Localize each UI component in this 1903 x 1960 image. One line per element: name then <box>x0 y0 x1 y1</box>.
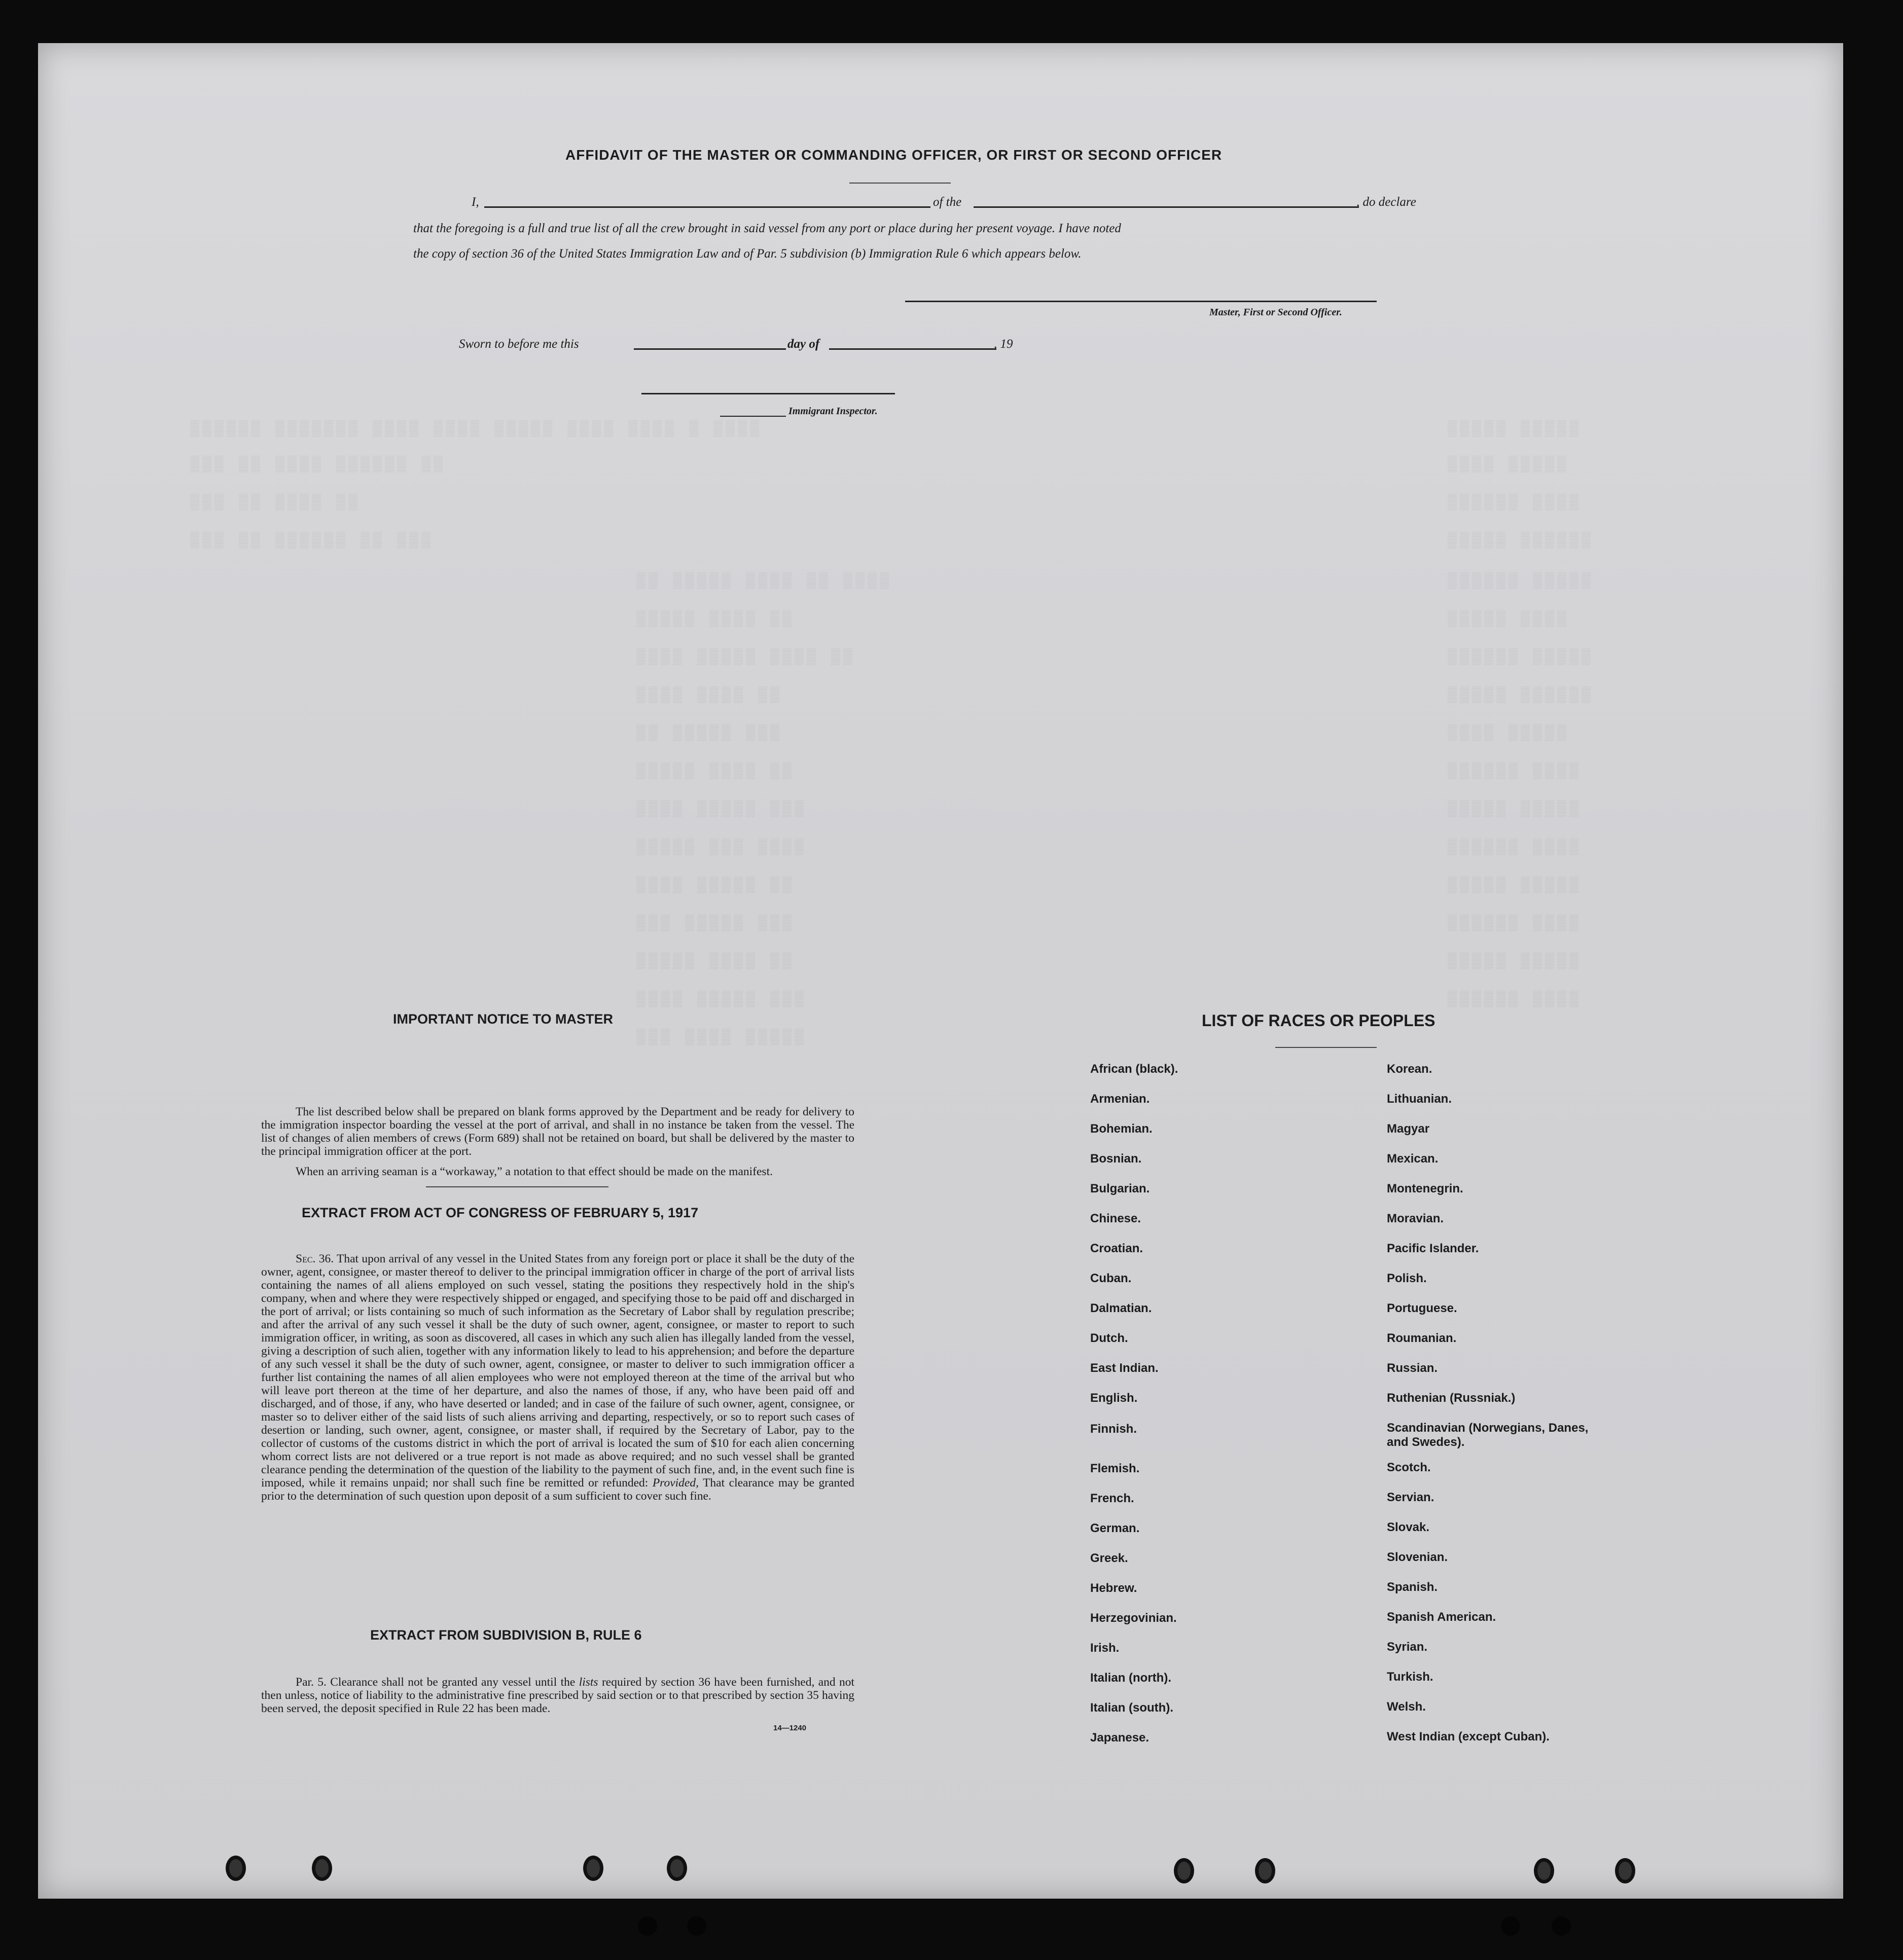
race-item: Moravian. <box>1387 1212 1444 1225</box>
lists-term: lists <box>579 1676 598 1689</box>
binder-hole <box>667 1856 687 1881</box>
rule-extract-title: EXTRACT FROM SUBDIVISION B, RULE 6 <box>370 1627 642 1643</box>
race-item: Spanish. <box>1387 1580 1438 1594</box>
race-item: Dalmatian. <box>1090 1301 1152 1315</box>
document-page: ▒▒▒▒▒▒ ▒▒▒▒▒▒▒ ▒▒▒▒ ▒▒▒▒ ▒▒▒▒▒ ▒▒▒▒ ▒▒▒▒ ▒ ▒▒▒▒ ▒▒▒▒▒ ▒▒▒▒▒ ▒▒▒ ▒▒ ▒▒▒▒ ▒▒▒▒▒▒ ▒▒ ▒▒▒▒ ▒▒▒▒▒ ▒▒▒ ▒▒ ▒▒▒▒ ▒▒ ▒▒▒▒▒▒ ▒▒▒▒ ▒▒▒ ▒▒ ▒▒▒▒▒▒ ▒▒ ▒▒▒ ▒▒▒▒▒ ▒▒▒▒▒▒ ▒▒ ▒▒▒▒▒ ▒▒▒▒ ▒▒ ▒▒▒▒ ▒▒▒▒▒▒ ▒▒▒▒▒ ▒▒▒▒▒ ▒▒▒▒ ▒▒ ▒▒▒▒▒ ▒▒▒▒ ▒▒▒▒ ▒▒▒▒▒ ▒▒▒▒ ▒▒ ▒▒▒▒▒▒ ▒▒▒▒▒ ▒▒▒▒ ▒▒▒▒ ▒▒ ▒▒▒▒▒ ▒▒▒▒▒▒ ▒▒ ▒▒▒▒▒ ▒▒▒ ▒▒▒▒ ▒▒▒▒▒ ▒▒▒▒▒ ▒▒▒▒ ▒▒ ▒▒▒▒▒▒ ▒▒▒▒ ▒▒▒▒ ▒▒▒▒▒ ▒▒▒ ▒▒▒▒▒ ▒▒▒▒▒ ▒▒▒▒▒ ▒▒▒ ▒▒▒▒ ▒▒▒▒▒▒ ▒▒▒▒ ▒▒▒▒ ▒▒▒▒▒ ▒▒ ▒▒▒▒▒ ▒▒▒▒▒ ▒▒▒ ▒▒▒▒▒ ▒▒▒ ▒▒▒▒▒▒ ▒▒▒▒ ▒▒▒▒▒ ▒▒▒▒ ▒▒ ▒▒▒▒▒ ▒▒▒▒▒ ▒▒▒▒ ▒▒▒▒▒ ▒▒▒ ▒▒▒▒▒▒ ▒▒▒▒ ▒▒▒ ▒▒▒▒ ▒▒▒▒▒ AFFIDAVIT OF THE MASTER OR COMMANDING OFFICER, OR FIRST OR SECOND OFFICER I, of the , do declare that the foregoing is a full and true list of all the crew brought in said vessel from any port or place during her present voyage. I have noted the copy of section 36 of the United States Immigration Law and of Par. 5 subdivision (b) Immigration Rule 6 which appears below. Master, First or Second Officer. Sworn to before me this day of , 19 Immigrant Inspector. IMPORTANT NOTICE TO MASTER The list described below shall be prepared on blank forms approved by the Department and be ready for delivery to the immigration inspector boarding the vessel at the port of arrival, and shall in no instance be taken from the vessel. The list of changes of alien members of crews (Form 689) shall not be retained on board, but shall be delivered by the master to the principal immigration officer at the port. When an arriving seaman is a “workaway,” a notation to that effect should be made on the manifest. EXTRACT FROM ACT OF CONGRESS OF FEBRUARY 5, 1917 Sec. 36. That upon arrival of any vessel in the United States from any foreign port or place it shall be the duty of the owner, agent, consignee, or master thereof to deliver to the principal immigration officer in charge of the port of arrival lists containing the names of all aliens employed on such vessel, stating the positions they respectively hold in the ship's company, when and where they were respectively shipped or engaged, and specifying those to be paid off and discharged in the port of arrival; or lists containing so much of such information as the Secretary of Labor shall by regulation prescribe; and after the arrival of any such vessel it shall be the duty of such owner, agent, consignee, or master to report to such immigration officer, in writing, as soon as discovered, all cases in which any such alien has illegally landed from the vessel, giving a description of such alien, together with any information likely to lead to his apprehension; and before the departure of any such vessel it shall be the duty of such owner, agent, consignee, or master to deliver to such immigration officer a further list containing the names of all alien employees who were not employed thereon at the time of the arrival but who will leave port thereon at the time of her departure, and also the names of those, if any, who have been paid off and discharged, and of those, if any, who have deserted or landed; and in case of the failure of such owner, agent, consignee, or master so to deliver either of the said lists of such aliens arriving and departing, respectively, or so to report such cases of desertion or landing, such owner, agent, consignee, or master shall, if required by the Secretary of Labor, pay to the collector of customs of the customs district in which the port of arrival is located the sum of $10 for each alien concerning whom correct lists are not delivered or a true report is not made as above required; and no such vessel shall be granted clearance pending the determination of the question of the liability to the payment of such fine, and, in the event such fine is imposed, while it remains unpaid; nor shall such fine be remitted or refunded: Provided, That clearance may be granted prior to the determination of such question upon deposit of a sum sufficient to cover such fine. EXTRACT FROM SUBDIVISION B, RULE 6 Par. 5. Clearance shall not be granted any vessel until the lists required by section 36 have been furnished, and not then unless, notice of liability to the administrative fine prescribed by said section or to that prescribed by section 35 having been served, the deposit specified in Rule 22 has been made. 14—1240 LIST OF RACES OR PEOPLES African (black). Armenian. Bohemian. Bosnian. Bulgarian. Chinese. Croatian. Cuban. Dalmatian. Dutch. East Indian. English. Finnish. Flemish. French. German. Greek. Hebrew. Herzegovinian. Irish. Italian (north). Italian (south). Japanese. Korean. Lithuanian. Magyar Mexican. Montenegrin. Moravian. Pacific Islander. Polish. Portuguese. Roumanian. Russian. Ruthenian (Russniak.) Scandinavian (Norwegians, Danes, and Swedes). Scotch. Servian. Slovak. Slovenian. Spanish. Spanish American. Syrian. Turkish. Welsh. West Indian (except Cuban). <box>38 43 1843 1899</box>
binder-hole <box>1534 1858 1554 1883</box>
section-label: Sec. 36. <box>296 1252 334 1265</box>
vessel-name-blank[interactable] <box>974 206 1359 208</box>
inspector-signature-blank[interactable] <box>641 393 895 394</box>
affidavit-statement-line2: that the foregoing is a full and true list of all the crew brought in said vessel from any port or place during her present voyage. I have noted <box>413 222 1121 235</box>
race-item: Croatian. <box>1090 1242 1143 1255</box>
race-item: Mexican. <box>1387 1152 1439 1166</box>
sworn-year-label: , 19 <box>994 337 1013 351</box>
race-item: Welsh. <box>1387 1700 1426 1714</box>
act-extract-title: EXTRACT FROM ACT OF CONGRESS OF FEBRUARY 5, 1917 <box>302 1205 699 1220</box>
sworn-day-of-label: day of <box>787 337 820 351</box>
race-item: Finnish. <box>1090 1422 1137 1436</box>
race-item: West Indian (except Cuban). <box>1387 1730 1550 1744</box>
punch-hole <box>687 1916 706 1936</box>
race-item: Roumanian. <box>1387 1331 1457 1345</box>
affidavit-title: AFFIDAVIT OF THE MASTER OR COMMANDING OFFICER, OR FIRST OR SECOND OFFICER <box>565 147 1223 163</box>
notice-body <box>261 1105 854 1185</box>
race-item: Italian (north). <box>1090 1671 1171 1685</box>
race-item: Servian. <box>1387 1491 1434 1504</box>
punch-hole <box>638 1916 657 1936</box>
rule-extract-body <box>261 1676 854 1722</box>
notice-divider <box>426 1186 608 1187</box>
race-item: Korean. <box>1387 1062 1432 1076</box>
sworn-day-blank[interactable] <box>634 348 786 350</box>
race-item: Pacific Islander. <box>1387 1242 1479 1255</box>
affidavit-of-the-label: of the <box>933 195 962 209</box>
affidavit-declare-label: , do declare <box>1356 195 1416 209</box>
race-item: English. <box>1090 1391 1138 1405</box>
race-item: Hebrew. <box>1090 1581 1137 1595</box>
race-item: Italian (south). <box>1090 1701 1173 1715</box>
binder-hole <box>226 1856 246 1881</box>
binder-hole <box>1174 1858 1194 1883</box>
races-left-column <box>1090 1062 1178 1761</box>
race-item: Irish. <box>1090 1641 1120 1655</box>
punch-hole <box>1552 1916 1571 1936</box>
sworn-month-blank[interactable] <box>829 348 996 350</box>
notice-title: IMPORTANT NOTICE TO MASTER <box>393 1011 613 1027</box>
race-item: Russian. <box>1387 1361 1438 1375</box>
race-item: Armenian. <box>1090 1092 1150 1106</box>
race-item: Greek. <box>1090 1551 1128 1565</box>
notice-paragraph-2: When an arriving seaman is a “workaway,” a notation to that effect should be made on the manifest. <box>296 1165 773 1178</box>
act-extract-body <box>261 1252 854 1510</box>
race-item: Montenegrin. <box>1387 1182 1463 1195</box>
race-item: Slovak. <box>1387 1520 1430 1534</box>
binder-hole <box>1255 1858 1275 1883</box>
race-item: Bohemian. <box>1090 1122 1153 1136</box>
section-text-part-2: That clearance may be granted prior to the determination of such question upon deposit of a sum sufficient to cover such fine. <box>261 1476 855 1503</box>
rule-extract-paragraph <box>261 1676 854 1715</box>
race-item: African (black). <box>1090 1062 1178 1076</box>
race-item: Slovenian. <box>1387 1550 1448 1564</box>
binder-hole <box>1615 1858 1635 1883</box>
provided-term: Provided, <box>652 1476 699 1490</box>
race-item: Polish. <box>1387 1272 1427 1285</box>
races-divider <box>1275 1047 1377 1048</box>
race-item: Spanish American. <box>1387 1610 1496 1624</box>
race-item: Flemish. <box>1090 1462 1140 1475</box>
race-item: German. <box>1090 1521 1140 1535</box>
race-item: Ruthenian (Russniak.) <box>1387 1391 1516 1405</box>
name-blank[interactable] <box>484 206 930 208</box>
notice-paragraph-1: The list described below shall be prepared on blank forms approved by the Department and be ready for delivery to the immigration inspector boarding the vessel at the port of arrival, and shall in no instance be taken from the vessel. The list of changes of alien members of crews (Form 689) shall not be retained on board, but shall be delivered by the master to the principal immigration officer at the port. <box>261 1105 854 1158</box>
race-item: Portuguese. <box>1387 1301 1457 1315</box>
act-extract-paragraph <box>261 1252 854 1503</box>
binder-hole <box>583 1856 603 1881</box>
affidavit-i-label: I, <box>472 195 479 209</box>
sworn-label: Sworn to before me this <box>459 337 579 351</box>
master-signature-blank[interactable] <box>905 301 1377 302</box>
form-number: 14—1240 <box>773 1724 807 1732</box>
race-item: Bosnian. <box>1090 1152 1142 1166</box>
race-item: Herzegovinian. <box>1090 1611 1177 1625</box>
punch-hole <box>1501 1916 1520 1936</box>
inspector-caption: Immigrant Inspector. <box>788 406 878 417</box>
race-item: Magyar <box>1387 1122 1430 1136</box>
affidavit-statement-line3: the copy of section 36 of the United States Immigration Law and of Par. 5 subdivision (b) Immigration Rule 6 which appears below. <box>413 247 1082 261</box>
rule-text-part-2: required by section 36 have been furnished, and not then unless, notice of liability to the administrative fine prescribed by said section or to that prescribed by section 35 having been served, the deposit specified in Rule 22 has been made. <box>261 1676 855 1715</box>
race-item: Scandinavian (Norwegians, Danes, and Swedes). <box>1387 1421 1589 1449</box>
race-item: Lithuanian. <box>1387 1092 1452 1106</box>
inspector-caption-rule <box>720 416 786 417</box>
race-item: Turkish. <box>1387 1670 1433 1684</box>
race-item: Cuban. <box>1090 1272 1132 1285</box>
section-text-part-1: That upon arrival of any vessel in the United States from any foreign port or place it shall be the duty of the owner, agent, consignee, or master thereof to deliver to the principal immigration officer in charge of the port of arrival lists containing the names of all aliens employed on such vessel, stating the positions they respectively hold in the ship's company, when and where they were respectively shipped or engaged, and specifying those to be paid off and discharged in the port of arrival; or lists containing so much of such information as the Secretary of Labor shall by regulation prescribe; and after the arrival of any such vessel it shall be the duty of such owner, agent, consignee, or master to report to such immigration officer, in writing, as soon as discovered, all cases in which any such alien has illegally landed from the vessel, giving a description of such alien, together with any information likely to lead to his apprehension; and before the departure of any such vessel it shall be the duty of such owner, agent, consignee, or master to deliver to such immigration officer a further list containing the names of all alien employees who were not employed thereon at the time of the arrival but who will leave port thereon at the time of her departure, and also the names of those, if any, who have been paid off and discharged, and of those, if any, who have deserted or landed; and in case of the failure of such owner, agent, consignee, or master so to deliver either of the said lists of such aliens arriving and departing, respectively, or so to report such cases of desertion or landing, such owner, agent, consignee, or master shall, if required by the Secretary of Labor, pay to the collector of customs of the customs district in which the port of arrival is located the sum of $10 for each alien concerning whom correct lists are not delivered or a true report is not made as above required; and no such vessel shall be granted clearance pending the determination of the question of the liability to the payment of such fine, and, in the event such fine is imposed, while it remains unpaid; nor shall such fine be remitted or refunded: <box>261 1252 855 1490</box>
race-item: Syrian. <box>1387 1640 1428 1654</box>
race-item: Japanese. <box>1090 1731 1150 1745</box>
race-item: Scotch. <box>1387 1461 1431 1474</box>
races-title: LIST OF RACES OR PEOPLES <box>1202 1011 1435 1030</box>
title-divider <box>849 183 951 184</box>
rule-text-part-1: Par. 5. Clearance shall not be granted any vessel until the <box>296 1676 576 1689</box>
race-item: East Indian. <box>1090 1361 1159 1375</box>
race-item: Chinese. <box>1090 1212 1141 1225</box>
binder-hole <box>312 1856 332 1881</box>
race-item: Bulgarian. <box>1090 1182 1150 1195</box>
races-right-column <box>1387 1062 1600 1760</box>
race-item: Dutch. <box>1090 1331 1128 1345</box>
race-item: French. <box>1090 1492 1134 1505</box>
master-signature-caption: Master, First or Second Officer. <box>1209 307 1342 318</box>
